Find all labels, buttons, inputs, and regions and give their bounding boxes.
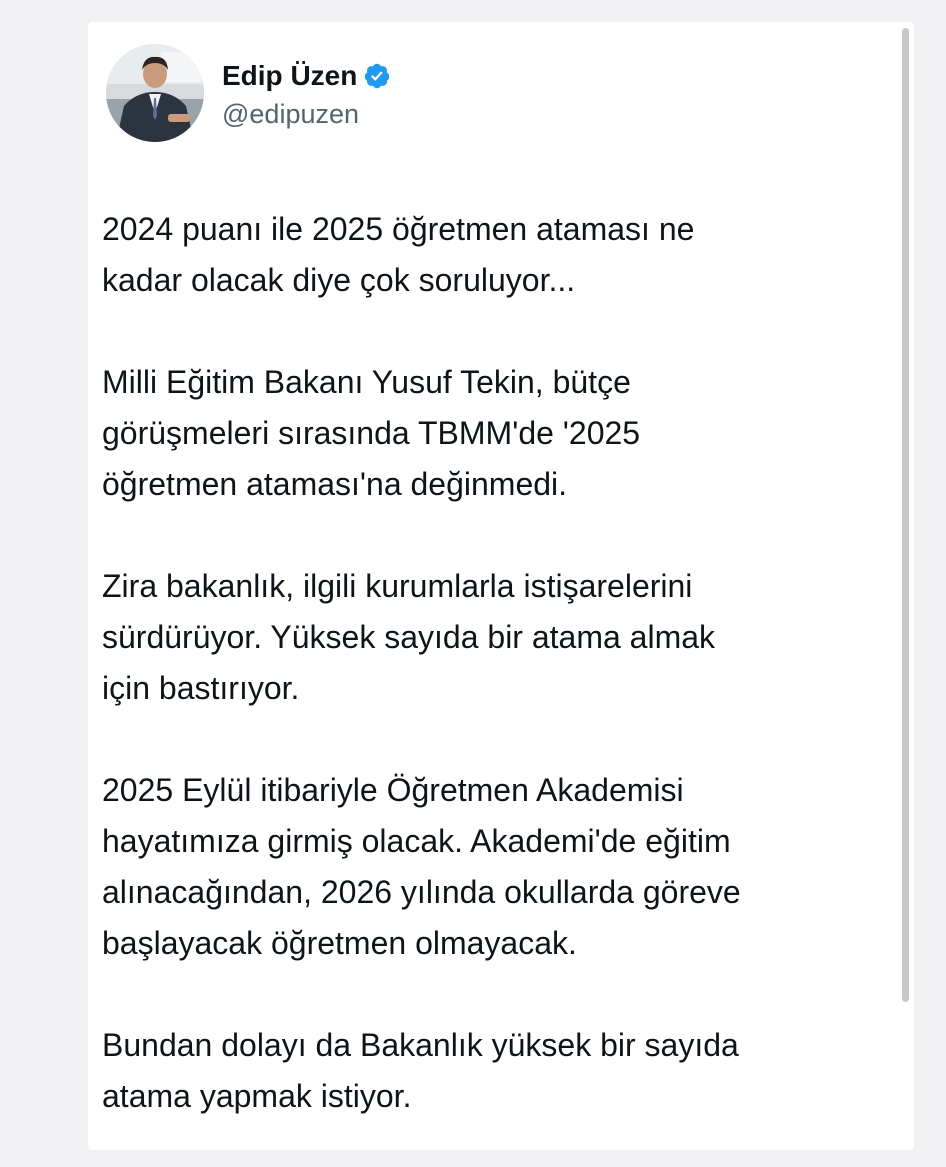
author-handle[interactable]: @edipuzen <box>222 99 360 129</box>
tweet-paragraph: 2025 Eylül itibariyle Öğretmen Akademisi hayatımıza girmiş olacak. Akademi'de eğitim alınacağından, 2026 yılında okullarda göreve başlayacak öğretmen olmayacak. <box>102 772 741 961</box>
tweet-paragraph: 2024 puanı ile 2025 öğretmen ataması ne kadar olacak diye çok soruluyor... <box>102 211 695 298</box>
author-name-row <box>222 58 391 94</box>
tweet-paragraph: Milli Eğitim Bakanı Yusuf Tekin, bütçe görüşmeleri sırasında TBMM'de '2025 öğretmen ataması'na değinmedi. <box>102 364 641 502</box>
tweet-card <box>88 22 914 1150</box>
tweet-text <box>102 204 892 1122</box>
verified-badge-icon <box>363 62 391 90</box>
tweet-paragraph: Zira bakanlık, ilgili kurumlarla istişarelerini sürdürüyor. Yüksek sayıda bir atama almak için bastırıyor. <box>102 568 716 706</box>
avatar[interactable] <box>106 44 204 142</box>
author-display-name[interactable]: Edip Üzen <box>222 60 358 91</box>
vertical-scrollbar[interactable] <box>902 28 909 1002</box>
tweet-paragraph: Bundan dolayı da Bakanlık yüksek bir sayıda atama yapmak istiyor. <box>102 1027 739 1114</box>
profile-photo <box>106 44 204 142</box>
